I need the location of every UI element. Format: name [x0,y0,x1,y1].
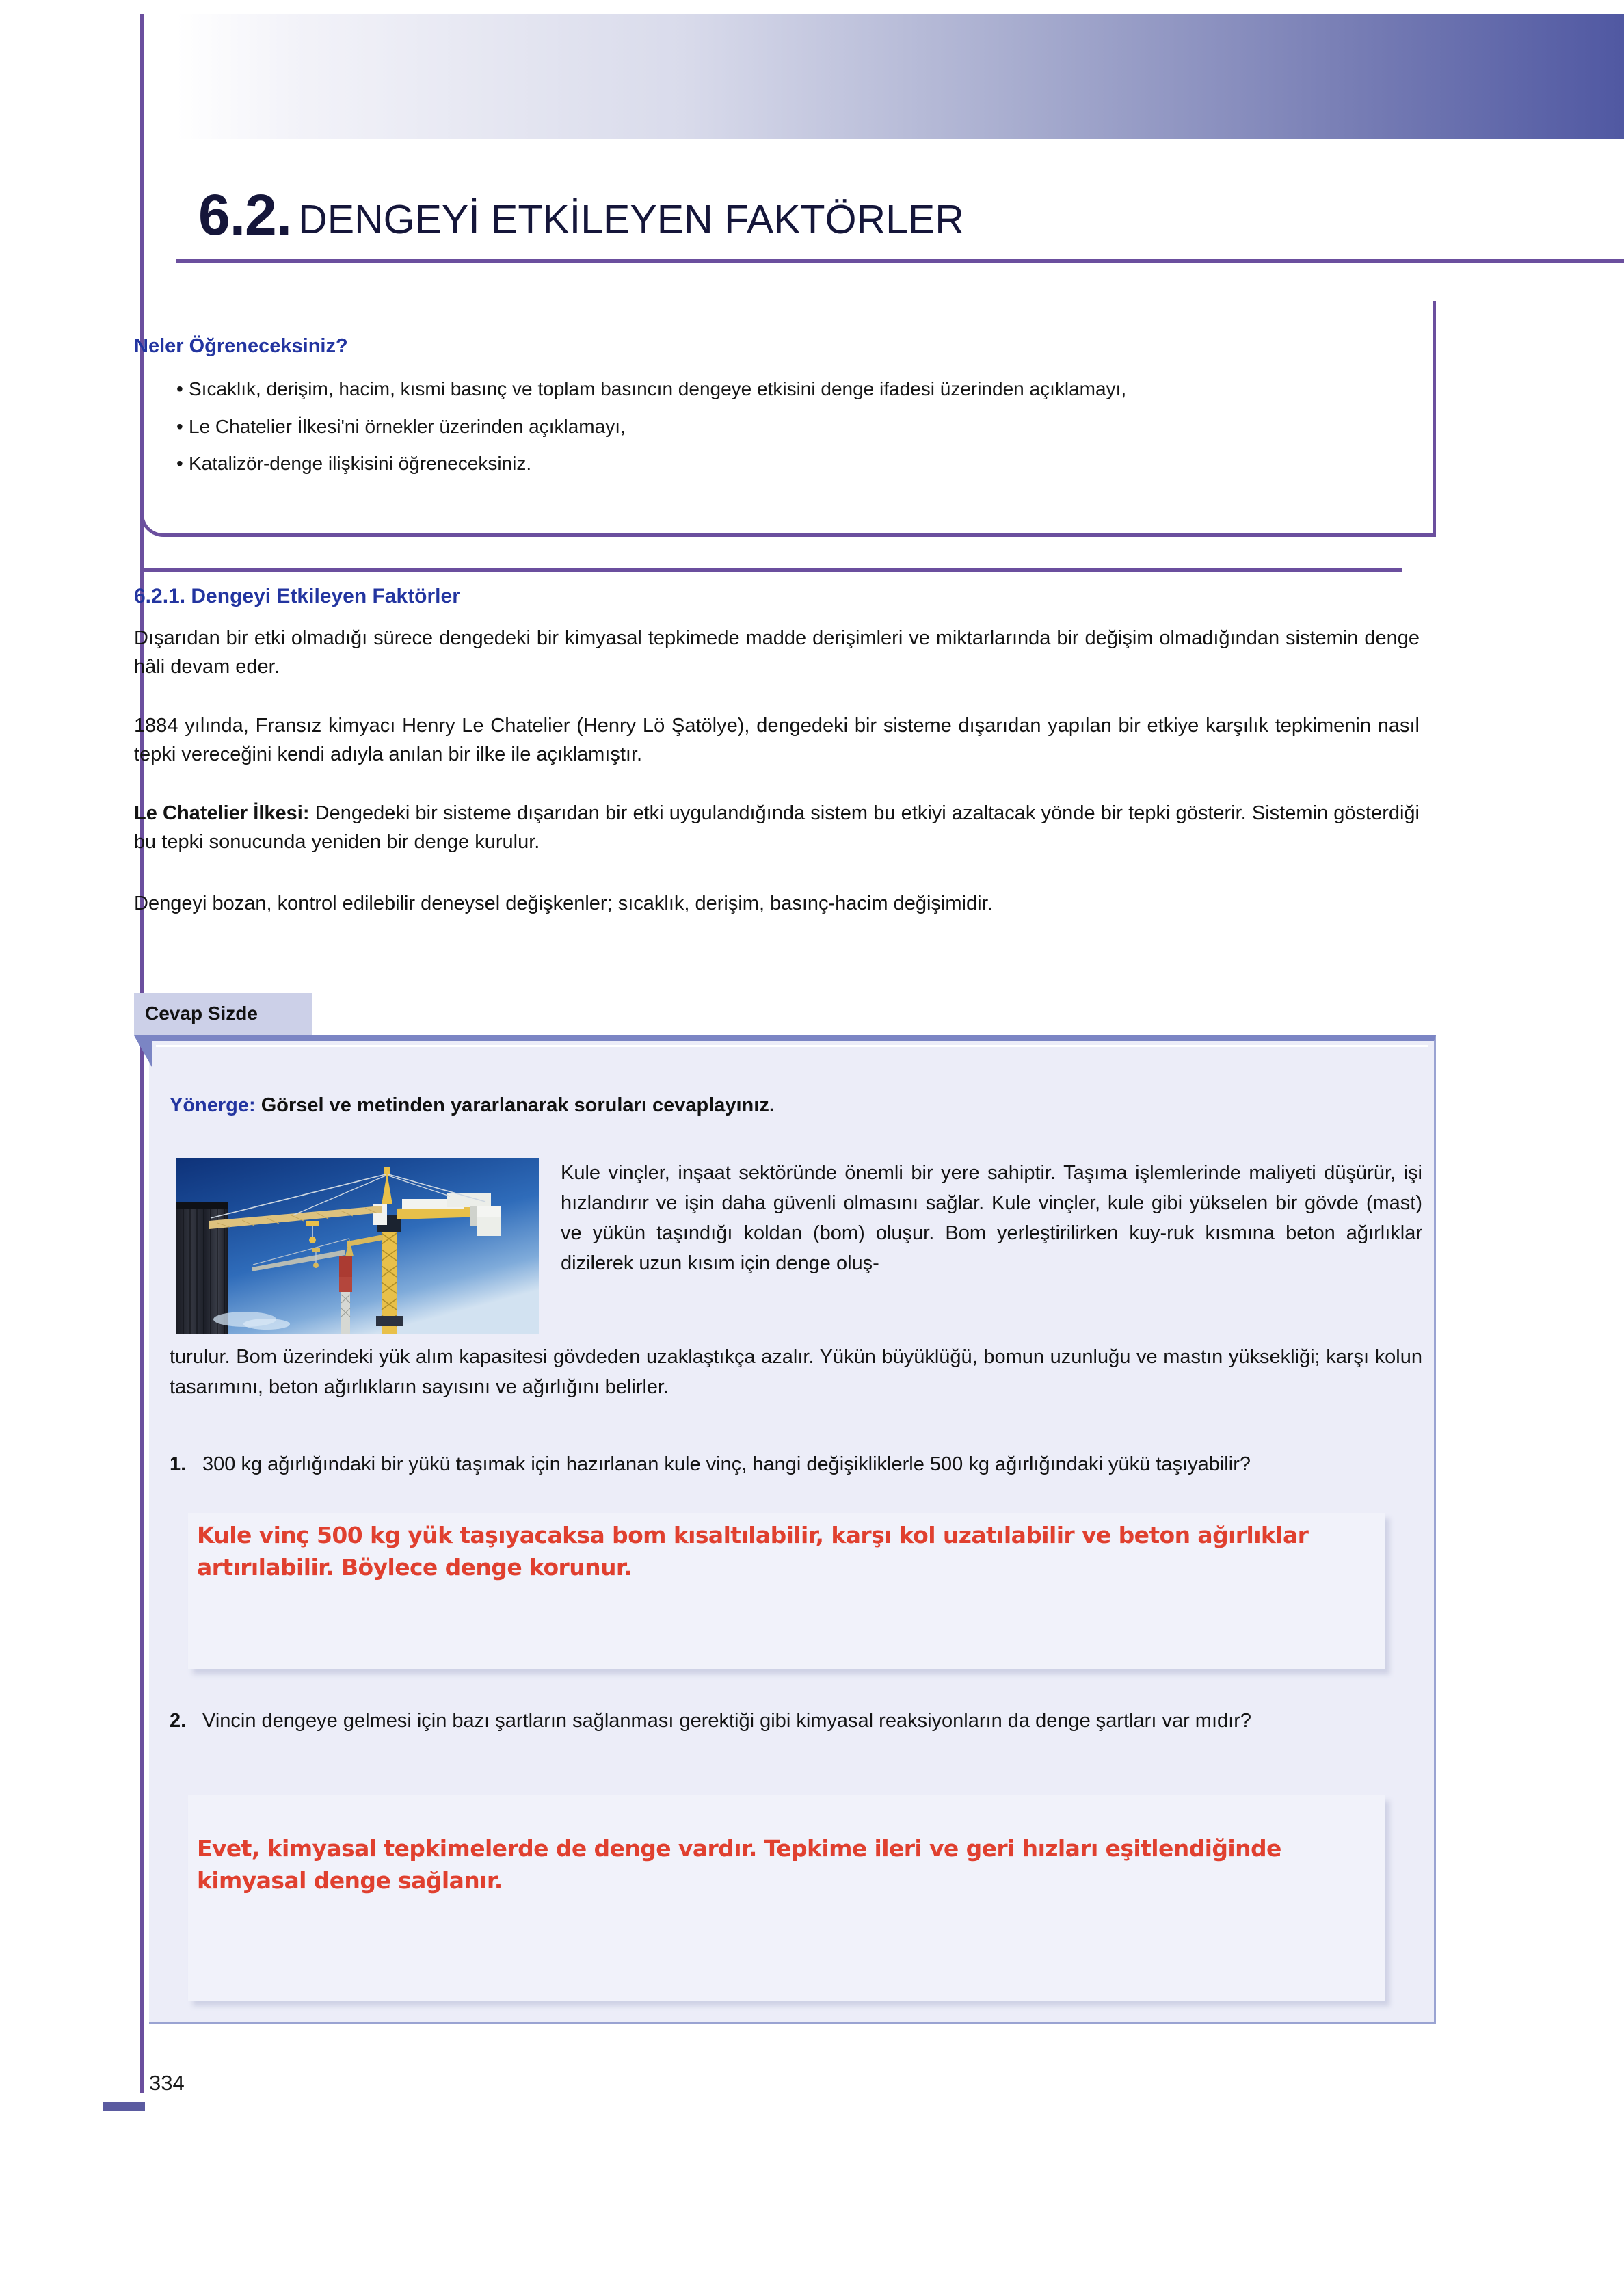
chapter-name: DENGEYİ ETKİLEYEN FAKTÖRLER [298,197,964,242]
answer-box[interactable] [188,1795,1385,2001]
answer-text: Evet, kimyasal tepkimelerde de denge vardır. Tepkime ileri ve geri hızları eşitlendiğinde kimyasal denge sağlanır. [197,1835,1281,1894]
bullet-icon: • [176,453,183,475]
list-item-label: Le Chatelier İlkesi'ni örnekler üzerinden açıklamayı, [189,415,626,437]
crane-description-below: turulur. Bom üzerindeki yük alım kapasitesi gövdeden uzaklaştıkça azalır. Yükün büyüklüğü, bomun uzunluğu ve mastın yüksekliği; karşı kolun tasarımını, beton ağırlıkların sayısını ve ağırlığını belirler. [170,1346,1422,1399]
question-text: Vincin dengeye gelmesi için bazı şartların sağlanması gerektiği gibi kimyasal reaksiyonların da denge şartları var mıdır? [202,1710,1251,1732]
body-paragraph: Dengeyi bozan, kontrol edilebilir deneysel değişkenler; sıcaklık, derişim, basınç-hacim değişimidir. [134,893,993,914]
tower-crane-photo [176,1158,539,1334]
body-paragraph [134,799,1420,857]
list-item [176,449,1428,479]
question-text: 300 kg ağırlığındaki bir yükü taşımak için hazırlanan kule vinç, hangi değişikliklerle 500 kg ağırlığındaki yükü taşıyabilir? [202,1453,1251,1475]
list-item [176,412,1428,442]
crane-description-right: Kule vinçler, inşaat sektöründe önemli bir yere sahiptir. Taşıma işlemlerinde maliyeti düşürür, işi hızlandırır ve işin daha güvenli olmasını sağlar. Kule vinçler, kule gibi yükselen bir gövde (mast) ve yükün taşındığı koldan (bom) oluşur. Bom yerleştirilirken kuy-ruk kısmına beton ağırlıklar dizilerek uzun kısım için denge oluş- [561,1162,1422,1275]
cevap-sizde-tab [134,993,312,1035]
chapter-number: 6.2. [198,183,292,248]
list-item-label: Katalizör-denge ilişkisini öğreneceksiniz. [189,453,532,475]
le-chatelier-text: Dengedeki bir sisteme dışarıdan bir etki uygulandığında sistem bu etkiyi azaltacak yönde bir tepki gösterir. Sistemin gösterdiği bu tepki sonucunda yeniden bir denge kurulur. [134,802,1420,854]
learning-objectives-bottom-rule [140,568,1402,572]
list-item-label: Sıcaklık, derişim, hacim, kısmi basınç ve toplam basıncın dengeye etkisini denge ifadesi üzerinden açıklamayı, [189,378,1127,399]
yonerge-label: Yönerge: [170,1094,256,1116]
bullet-icon: • [176,378,183,399]
section-heading: 6.2.1. Dengeyi Etkileyen Faktörler [134,585,460,607]
title-underline-rule [176,259,1624,263]
cevap-sizde-tab-label: Cevap Sizde [145,1003,258,1024]
question-number: 1. [170,1453,187,1475]
yonerge-text: Görsel ve metinden yararlanarak soruları cevaplayınız. [255,1094,775,1116]
question-item [170,1450,1421,1480]
list-item [176,375,1428,404]
top-gradient-banner [176,14,1624,139]
learning-objectives-title: Neler Öğreneceksiniz? [134,335,348,357]
panel-inner-highlight [156,1045,1428,1047]
bullet-icon: • [176,415,183,437]
body-paragraph: Dışarıdan bir etki olmadığı sürece dengedeki bir kimyasal tepkimede madde derişimleri ve miktarlarında bir değişim olmadığından sistemin denge hâli devam eder. [134,627,1420,678]
yonerge-instruction [170,1094,775,1117]
body-paragraph: 1884 yılında, Fransız kimyacı Henry Le Chatelier (Henry Lö Şatölye), dengedeki bir sisteme dışarıdan yapılan bir etkiye karşılık tepkimenin nasıl tepki vereceğini kendi adıyla anılan bir ilke ile açıklamıştır. [134,715,1420,766]
learning-objectives-list [176,375,1428,487]
page-title [198,174,1422,248]
page-number: 334 [149,2071,185,2095]
question-item [170,1706,1421,1737]
footer-accent-mark [103,2102,145,2111]
question-number: 2. [170,1710,187,1732]
answer-text: Kule vinç 500 kg yük taşıyacaksa bom kısaltılabilir, karşı kol uzatılabilir ve beton ağırlıklar artırılabilir. Böylece denge korunur. [197,1522,1309,1581]
le-chatelier-label: Le Chatelier İlkesi: [134,802,310,824]
